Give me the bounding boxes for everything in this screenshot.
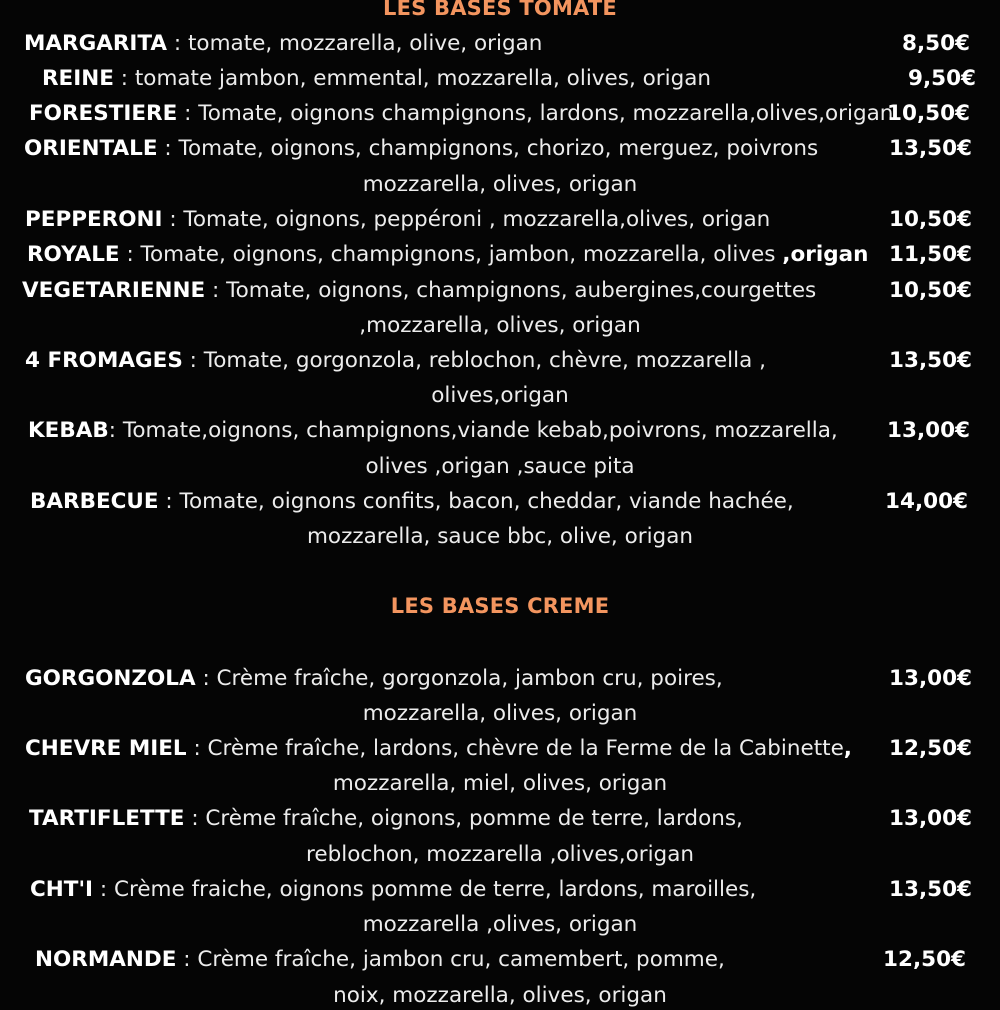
item-description: tomate jambon, emmental, mozzarella, olives, origan — [134, 66, 712, 91]
menu-item-line — [27, 241, 868, 269]
item-description: Tomate, oignons confits, bacon, cheddar, viande hachée, — [179, 489, 794, 514]
item-separator: : — [113, 66, 135, 91]
item-separator: : — [186, 736, 208, 761]
item-price: 13,50€ — [889, 877, 972, 902]
item-price: 12,50€ — [889, 736, 972, 761]
item-description-bold: ,origan — [782, 242, 869, 267]
item-price: 11,50€ — [889, 242, 972, 267]
item-description-continued: olives ,origan ,sauce pita — [365, 454, 635, 479]
item-description-continued: ,mozzarella, olives, origan — [359, 313, 641, 338]
item-description: Crème fraîche, gorgonzola, jambon cru, poires, — [216, 666, 723, 691]
item-price: 13,00€ — [889, 666, 972, 691]
item-name: CHT'I — [30, 877, 94, 902]
item-description: Tomate,oignons, champignons,viande kebab,poivrons, mozzarella, — [122, 418, 838, 443]
item-separator: : — [93, 877, 114, 902]
menu-item-line — [35, 946, 725, 974]
item-price: 12,50€ — [883, 947, 966, 972]
item-name: REINE — [42, 66, 114, 91]
item-separator: : — [158, 489, 180, 514]
item-price: 13,00€ — [887, 418, 970, 443]
item-description-continued: mozzarella, miel, olives, origan — [332, 771, 668, 796]
item-name: 4 FROMAGES — [25, 348, 183, 373]
item-name: ORIENTALE — [24, 136, 158, 161]
item-name: BARBECUE — [30, 489, 159, 514]
item-separator: : — [182, 348, 204, 373]
item-price: 8,50€ — [901, 31, 970, 56]
item-name: VEGETARIENNE — [22, 278, 206, 303]
item-name: PEPPERONI — [25, 207, 163, 232]
section-title-tomate: LES BASES TOMATE — [383, 0, 617, 20]
item-price: 10,50€ — [889, 278, 972, 303]
item-name: FORESTIERE — [29, 101, 178, 126]
item-description-continued: olives,origan — [431, 383, 569, 408]
item-name: MARGARITA — [24, 31, 168, 56]
item-name: ROYALE — [27, 242, 120, 267]
item-description: Tomate, oignons, peppéroni , mozzarella,olives, origan — [183, 207, 771, 232]
menu-item-line — [25, 347, 766, 375]
menu-item-line — [29, 805, 743, 833]
menu-item-line — [30, 488, 794, 516]
item-separator: : — [119, 242, 141, 267]
item-name: KEBAB — [28, 418, 109, 443]
item-price: 9,50€ — [907, 66, 976, 91]
item-separator: : — [108, 418, 123, 443]
item-description: tomate, mozzarella, olive, origan — [188, 31, 543, 56]
item-price: 10,50€ — [887, 101, 970, 126]
item-description-continued: mozzarella, olives, origan — [362, 701, 638, 726]
item-description: Tomate, oignons champignons, lardons, mozzarella,olives,origan — [198, 101, 894, 126]
item-separator: : — [167, 31, 188, 56]
item-separator: : — [162, 207, 184, 232]
item-separator: : — [157, 136, 179, 161]
item-price: 14,00€ — [885, 489, 968, 514]
item-description: Tomate, oignons, champignons, aubergines,courgettes — [226, 278, 817, 303]
menu-item-line — [25, 665, 723, 693]
item-description-bold: , — [843, 736, 852, 761]
item-price: 13,50€ — [889, 348, 972, 373]
item-price: 10,50€ — [889, 207, 972, 232]
item-name: CHEVRE MIEL — [25, 736, 187, 761]
item-name: GORGONZOLA — [25, 666, 196, 691]
item-separator: : — [184, 806, 206, 831]
menu-item-line — [30, 876, 756, 904]
item-separator: : — [177, 101, 199, 126]
menu-item-line — [29, 100, 893, 128]
item-description: Crème fraîche, lardons, chèvre de la Ferme de la Cabinette — [207, 736, 844, 761]
item-description: Tomate, oignons, champignons, chorizo, merguez, poivrons — [178, 136, 819, 161]
item-description-continued: noix, mozzarella, olives, origan — [333, 983, 667, 1008]
item-description-continued: mozzarella, sauce bbc, olive, origan — [306, 524, 694, 549]
menu-item-line — [22, 277, 816, 305]
item-description: Tomate, gorgonzola, reblochon, chèvre, mozzarella , — [203, 348, 766, 373]
menu-item-line — [25, 735, 852, 763]
item-description-continued: mozzarella, olives, origan — [362, 172, 638, 197]
item-separator: : — [176, 947, 198, 972]
item-name: NORMANDE — [35, 947, 177, 972]
item-description: Crème fraîche, oignons, pomme de terre, lardons, — [205, 806, 743, 831]
item-description-continued: reblochon, mozzarella ,olives,origan — [306, 842, 694, 867]
menu-item-line — [24, 30, 542, 58]
item-description: Crème fraiche, oignons pomme de terre, lardons, maroilles, — [113, 877, 757, 902]
menu-item-line — [25, 206, 770, 234]
item-price: 13,50€ — [889, 136, 972, 161]
item-name: TARTIFLETTE — [29, 806, 185, 831]
section-title-creme: LES BASES CREME — [390, 594, 610, 618]
item-price: 13,00€ — [889, 806, 972, 831]
item-description: Crème fraîche, jambon cru, camembert, pomme, — [197, 947, 725, 972]
item-separator: : — [195, 666, 217, 691]
menu-item-line — [42, 65, 711, 93]
item-description-continued: mozzarella ,olives, origan — [362, 912, 638, 937]
menu-item-line — [28, 417, 838, 445]
item-separator: : — [205, 278, 227, 303]
item-description: Tomate, oignons, champignons, jambon, mozzarella, olives — [140, 242, 783, 267]
menu-item-line — [24, 135, 818, 163]
